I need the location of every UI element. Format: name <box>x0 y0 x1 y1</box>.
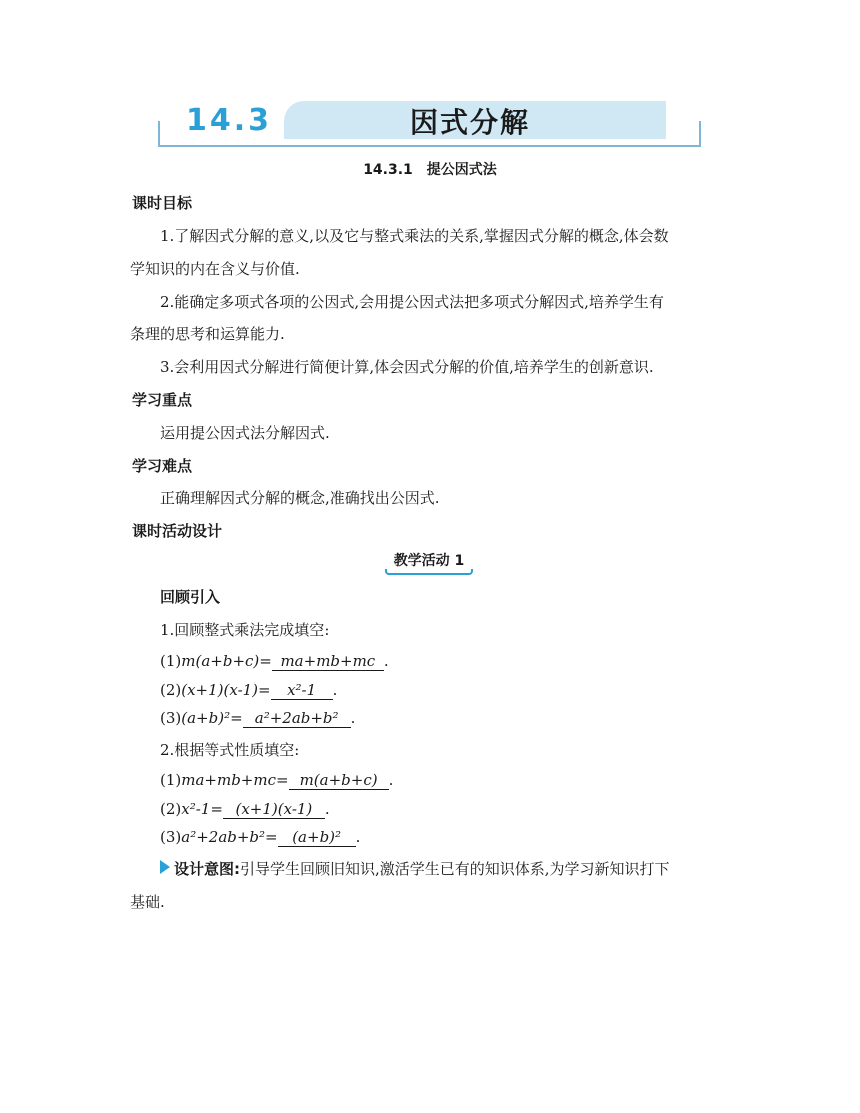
activity-label: 教学活动 1 <box>393 553 465 569</box>
activity-design-heading: 课时活动设计 <box>132 522 223 540</box>
activity-label-underline <box>385 569 473 575</box>
subsection-title: 14.3.1 提公因式法 <box>363 162 497 178</box>
review-question-2: 2.根据等式性质填空: <box>160 741 300 759</box>
design-intent-label: 设计意图: <box>174 860 240 878</box>
q1-item-2: (2)(x+1)(x-1)= x²-1 . <box>160 681 338 699</box>
objective-1-line-2: 学知识的内在含义与价值. <box>130 260 300 278</box>
objective-3: 3.会利用因式分解进行简便计算,体会因式分解的价值,培养学生的创新意识. <box>160 358 654 376</box>
q1-item-3: (3)(a+b)²= a²+2ab+b² . <box>160 709 356 727</box>
design-intent-line-1: 设计意图:引导学生回顾旧知识,激活学生已有的知识体系,为学习新知识打下 <box>174 860 670 878</box>
difficulties-heading: 学习难点 <box>132 457 193 475</box>
objective-1-line-1: 1.了解因式分解的意义,以及它与整式乘法的关系,掌握因式分解的概念,体会数 <box>160 227 669 245</box>
objective-2-line-1: 2.能确定多项式各项的公因式,会用提公因式法把多项式分解因式,培养学生有 <box>160 293 664 311</box>
design-intent-line-2: 基础. <box>130 893 165 911</box>
q2-item-1: (1)ma+mb+mc= m(a+b+c) . <box>160 771 394 789</box>
answer-blank: ma+mb+mc <box>272 652 384 671</box>
objective-2-line-2: 条理的思考和运算能力. <box>130 325 285 343</box>
q2-item-3: (3)a²+2ab+b²= (a+b)² . <box>160 828 361 846</box>
section-number: 14.3 <box>186 103 273 138</box>
review-heading: 回顾引入 <box>160 588 221 606</box>
answer-blank: x²-1 <box>271 681 333 700</box>
answer-blank: a²+2ab+b² <box>243 709 351 728</box>
review-question-1: 1.回顾整式乘法完成填空: <box>160 621 330 639</box>
q2-item-2: (2)x²-1= (x+1)(x-1) . <box>160 800 330 818</box>
answer-blank: m(a+b+c) <box>289 771 389 790</box>
key-points-text: 运用提公因式法分解因式. <box>160 424 330 442</box>
difficulties-text: 正确理解因式分解的概念,准确找出公因式. <box>160 489 440 507</box>
design-intent-arrow-icon <box>160 860 170 874</box>
answer-blank: (a+b)² <box>278 828 356 847</box>
objectives-heading: 课时目标 <box>132 194 193 212</box>
answer-blank: (x+1)(x-1) <box>223 800 325 819</box>
section-title: 因式分解 <box>410 106 531 139</box>
key-points-heading: 学习重点 <box>132 391 193 409</box>
q1-item-1: (1)m(a+b+c)= ma+mb+mc . <box>160 652 389 670</box>
